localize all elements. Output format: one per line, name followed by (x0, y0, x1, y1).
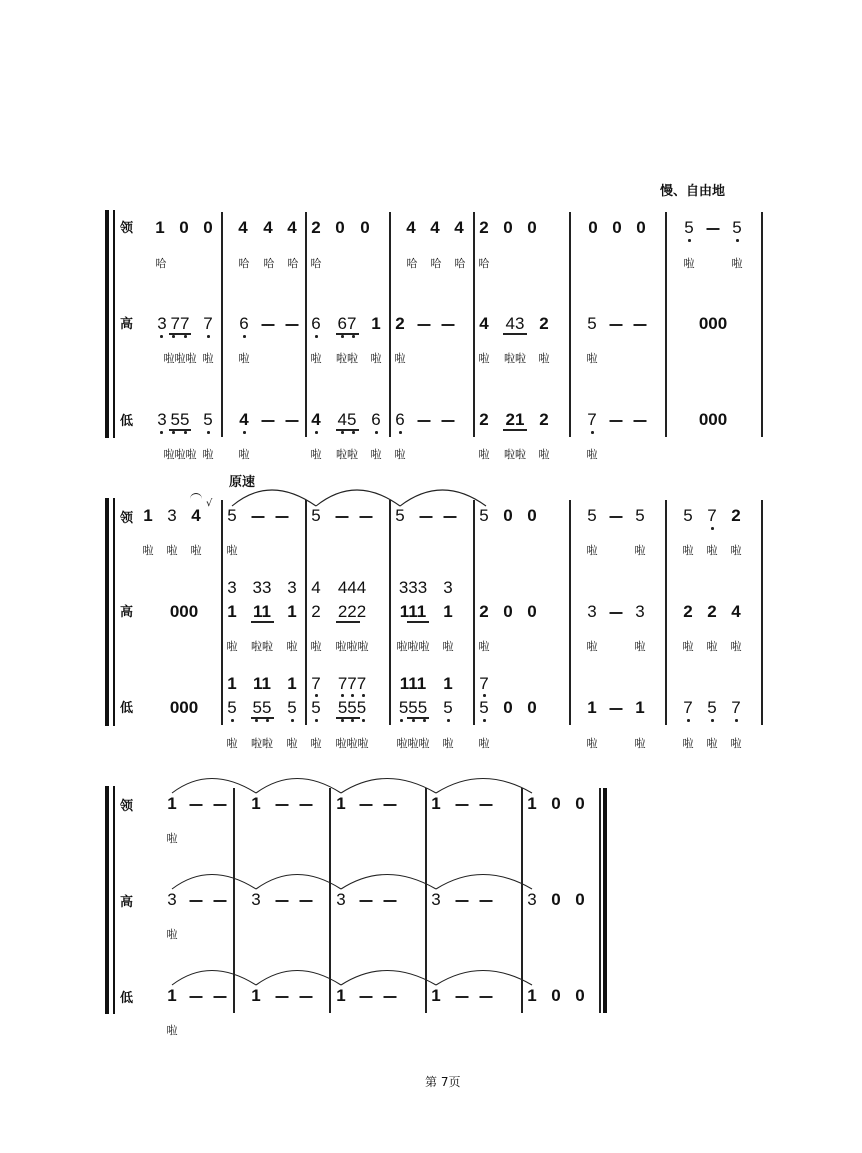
lyric: 啦 (286, 737, 298, 750)
note: 1 (336, 986, 346, 1005)
note: 43 (505, 314, 525, 333)
note: 5 (587, 314, 597, 333)
lyric: 啦 (634, 640, 646, 653)
rest-group: 000 (169, 602, 199, 621)
note: 2 (479, 218, 489, 237)
lyric: 啦 (731, 257, 743, 270)
note: 1 (527, 986, 537, 1005)
note: 6 (311, 314, 321, 333)
note: 0 (360, 218, 370, 237)
note: 5 (311, 698, 321, 717)
lyric: 哈 (310, 257, 322, 270)
note: 6 (395, 410, 405, 429)
lyric: 啦 (226, 544, 238, 557)
note: 7 (311, 674, 321, 693)
note: 1 (251, 986, 261, 1005)
lyric: 啦啦 (336, 352, 358, 365)
lyric: 啦 (238, 352, 250, 365)
note: 7 (479, 674, 489, 693)
note: 555 (398, 698, 428, 717)
note: 7 (203, 314, 213, 333)
note: 222 (337, 602, 367, 621)
lyric: 啦 (478, 448, 490, 461)
note: 11 (253, 602, 271, 621)
lyric: 啦 (706, 640, 718, 653)
note: 0 (575, 986, 585, 1005)
lyric: 啦 (394, 448, 406, 461)
lyric: 啦 (478, 737, 490, 750)
lyric: 啦啦 (251, 737, 273, 750)
lyric: 啦啦啦 (396, 737, 430, 750)
note: 3 (227, 578, 237, 597)
note: 0 (503, 698, 513, 717)
rest-group: 000 (698, 410, 728, 429)
note: 1 (527, 794, 537, 813)
part-label-lead: 领 (120, 221, 134, 236)
note: 5 (479, 698, 489, 717)
note: 0 (527, 506, 537, 525)
note: 3 (336, 890, 346, 909)
note: 1 (227, 602, 237, 621)
lyric: 哈 (155, 257, 167, 270)
note: 4 (430, 218, 440, 237)
note: 7 (707, 506, 717, 525)
note: 4 (731, 602, 741, 621)
part-label-high: 高 (120, 605, 134, 620)
lyric: 啦 (286, 640, 298, 653)
part-label-lead: 领 (120, 511, 134, 526)
note: 3 (527, 890, 537, 909)
lyric: 啦 (370, 448, 382, 461)
lyric: 啦 (394, 352, 406, 365)
note: 4 (238, 218, 248, 237)
lyric: 哈 (263, 257, 275, 270)
lyric: 啦啦啦 (163, 352, 197, 365)
note: 5 (635, 506, 645, 525)
note: 333 (398, 578, 428, 597)
note: 4 (311, 410, 321, 429)
lyric: 哈 (430, 257, 442, 270)
note: 0 (335, 218, 345, 237)
note: 67 (337, 314, 357, 333)
lyric: 啦 (226, 640, 238, 653)
note: 0 (575, 890, 585, 909)
lyric: 哈 (478, 257, 490, 270)
note: 2 (479, 410, 489, 429)
note: 0 (588, 218, 598, 237)
note: 5 (479, 506, 489, 525)
part-label-low: 低 (120, 701, 134, 716)
lyric: 啦 (166, 1024, 178, 1037)
note: 1 (431, 794, 441, 813)
lyric: 啦 (586, 544, 598, 557)
lyric: 啦 (730, 544, 742, 557)
lyric: 啦 (683, 257, 695, 270)
note: 3 (587, 602, 597, 621)
lyric: 啦啦啦 (163, 448, 197, 461)
lyric: 啦 (370, 352, 382, 365)
lyric: 啦 (538, 352, 550, 365)
note: 3 (443, 578, 453, 597)
note: 2 (707, 602, 717, 621)
note: 4 (311, 578, 321, 597)
note: 0 (503, 602, 513, 621)
note: 2 (539, 314, 549, 333)
note: 5 (587, 506, 597, 525)
lyric: 啦 (478, 640, 490, 653)
lyric: 啦啦 (504, 448, 526, 461)
note: 3 (157, 314, 167, 333)
tempo-mark-slow-free: 慢、自由地 (660, 184, 726, 199)
lyric: 啦 (478, 352, 490, 365)
note: 6 (371, 410, 381, 429)
lyric: 啦 (166, 832, 178, 845)
note: 1 (155, 218, 165, 237)
note: 4 (191, 506, 201, 525)
note: 0 (551, 794, 561, 813)
note: 3 (251, 890, 261, 909)
note: 4 (454, 218, 464, 237)
note: 5 (287, 698, 297, 717)
tempo-mark-original: 原速 (229, 475, 256, 490)
note: 5 (227, 698, 237, 717)
note: 2 (395, 314, 405, 333)
lyric: 哈 (287, 257, 299, 270)
note: 3 (167, 506, 177, 525)
note: 7 (683, 698, 693, 717)
note: 2 (539, 410, 549, 429)
lyric: 啦 (202, 352, 214, 365)
note: 3 (157, 410, 167, 429)
note: 5 (443, 698, 453, 717)
note: 3 (635, 602, 645, 621)
lyric: 啦 (634, 544, 646, 557)
note: 0 (527, 698, 537, 717)
note: 0 (575, 794, 585, 813)
part-label-lead: 领 (120, 799, 134, 814)
lyric: 啦啦啦 (335, 737, 369, 750)
lyric: 啦 (682, 737, 694, 750)
note: 33 (252, 578, 272, 597)
note: 1 (143, 506, 153, 525)
lyric: 啦 (310, 352, 322, 365)
note: 1 (251, 794, 261, 813)
note: 0 (612, 218, 622, 237)
lyric: 哈 (406, 257, 418, 270)
note: 4 (239, 410, 249, 429)
lyric: 哈 (238, 257, 250, 270)
lyric: 啦 (634, 737, 646, 750)
note: 5 (732, 218, 742, 237)
note: 111 (399, 602, 427, 621)
note: 1 (167, 986, 177, 1005)
breath-mark-icon: √ (206, 498, 213, 509)
lyric: 啦 (442, 640, 454, 653)
lyric: 啦 (142, 544, 154, 557)
note: 2 (311, 218, 321, 237)
note: 5 (395, 506, 405, 525)
note: 4 (406, 218, 416, 237)
note: 5 (684, 218, 694, 237)
note: 3 (167, 890, 177, 909)
note: 3 (287, 578, 297, 597)
note: 1 (287, 674, 297, 693)
note: 1 (227, 674, 237, 693)
note: 4 (263, 218, 273, 237)
lyric: 啦 (310, 640, 322, 653)
note: 1 (443, 602, 453, 621)
lyric: 啦 (586, 737, 598, 750)
note: 0 (503, 506, 513, 525)
note: 77 (170, 314, 190, 333)
lyric: 啦 (442, 737, 454, 750)
note: 5 (707, 698, 717, 717)
lyric: 啦 (190, 544, 202, 557)
rest-group: 000 (169, 698, 199, 717)
page-number: 第 7页 (425, 1075, 461, 1089)
note: 2 (311, 602, 321, 621)
part-label-low: 低 (120, 991, 134, 1006)
note: 0 (527, 218, 537, 237)
lyric: 啦 (166, 928, 178, 941)
lyric: 啦 (166, 544, 178, 557)
note: 2 (683, 602, 693, 621)
part-label-high: 高 (120, 895, 134, 910)
lyric: 啦 (730, 640, 742, 653)
note: 11 (253, 674, 271, 693)
lyric: 啦啦啦 (396, 640, 430, 653)
note: 55 (252, 698, 272, 717)
note: 7 (587, 410, 597, 429)
lyric: 啦啦啦 (335, 640, 369, 653)
note: 0 (179, 218, 189, 237)
note: 1 (167, 794, 177, 813)
note: 777 (337, 674, 367, 693)
note: 0 (551, 890, 561, 909)
note: 5 (683, 506, 693, 525)
lyric: 哈 (454, 257, 466, 270)
note: 0 (203, 218, 213, 237)
lyric: 啦 (238, 448, 250, 461)
note: 2 (731, 506, 741, 525)
part-label-high: 高 (120, 317, 134, 332)
note: 0 (636, 218, 646, 237)
note: 1 (587, 698, 597, 717)
lyric: 啦 (586, 352, 598, 365)
lyric: 啦 (310, 737, 322, 750)
note: 7 (731, 698, 741, 717)
lyric: 啦 (226, 737, 238, 750)
lyric: 啦 (682, 640, 694, 653)
lyric: 啦 (202, 448, 214, 461)
lyric: 啦啦 (504, 352, 526, 365)
note: 21 (505, 410, 525, 429)
note: 1 (443, 674, 453, 693)
lyric: 啦啦 (336, 448, 358, 461)
note: 3 (431, 890, 441, 909)
note: 0 (551, 986, 561, 1005)
note: 5 (311, 506, 321, 525)
lyric: 啦 (730, 737, 742, 750)
note: 2 (479, 602, 489, 621)
note: 444 (337, 578, 367, 597)
note: 1 (287, 602, 297, 621)
part-label-low: 低 (120, 414, 134, 429)
note: 55 (170, 410, 190, 429)
lyric: 啦 (538, 448, 550, 461)
note: 4 (287, 218, 297, 237)
note: 45 (337, 410, 357, 429)
lyric: 啦 (706, 544, 718, 557)
lyric: 啦 (706, 737, 718, 750)
note: 1 (371, 314, 381, 333)
note: 5 (227, 506, 237, 525)
note: 5 (203, 410, 213, 429)
note: 1 (336, 794, 346, 813)
note: 111 (399, 674, 427, 693)
note: 6 (239, 314, 249, 333)
lyric: 啦 (586, 640, 598, 653)
lyric: 啦啦 (251, 640, 273, 653)
note: 1 (635, 698, 645, 717)
note: 1 (431, 986, 441, 1005)
lyric: 啦 (310, 448, 322, 461)
lyric: 啦 (682, 544, 694, 557)
rest-group: 000 (698, 314, 728, 333)
note: 0 (527, 602, 537, 621)
note: 555 (337, 698, 367, 717)
note: 0 (503, 218, 513, 237)
note: 4 (479, 314, 489, 333)
lyric: 啦 (586, 448, 598, 461)
